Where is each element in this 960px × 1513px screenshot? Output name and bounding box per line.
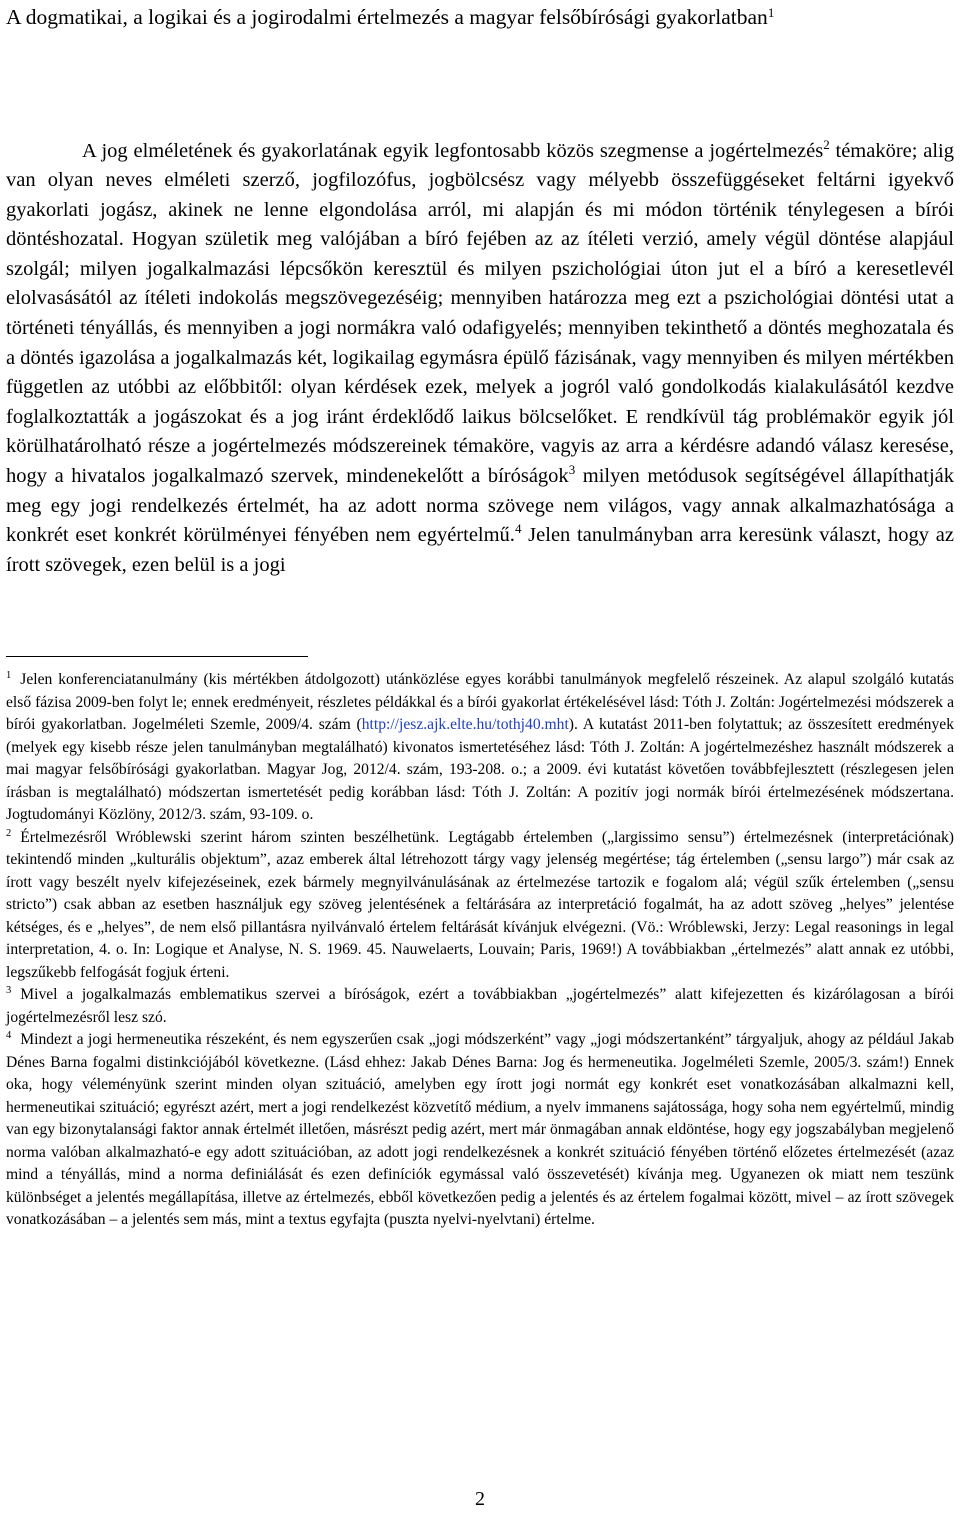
footnote-text: Mivel a jogalkalmazás emblematikus szervei a bíróságok, ezért a továbbiakban „jogértelmezés” alatt kifejezetten és kizárólagosan a bírói jogértelmezésről lesz szó.: [6, 986, 954, 1026]
body-paragraph: [6, 137, 954, 581]
footnote-1: [6, 669, 954, 827]
body-segment: Jelen tanulmányban arra keresünk választ, hogy az írott szövegek, ezen belül is a jogi: [6, 524, 954, 576]
body-segment: milyen metódusok segítségével állapíthatják meg egy jogi rendelkezés értelmét, ha az adott norma szövege nem világos, vagy annak alkalmazhatósága a konkrét eset konkrét körülményei fényében nem egyértelmű.: [6, 465, 954, 547]
footnote-separator: [6, 656, 308, 657]
footnote-number: 1: [6, 670, 12, 681]
footnotes: [6, 669, 954, 1232]
footnote-4: [6, 1029, 954, 1232]
body-segment: A jog elméletének és gyakorlatának egyik legfontosabb közös szegmense a jogértelmezés: [82, 139, 824, 162]
page-number: 2: [475, 1488, 485, 1510]
footnote-ref-4: 4: [514, 521, 522, 537]
footnote-text: Jelen konferenciatanulmány (kis mértékben átdolgozott) utánközlése egyes korábbi tanulmányok megfelelő részeinek. Az alapul szolgáló kutatás első fázisa 2009-ben folyt le; ennek eredményeit, részletes példákkal és a bírói gyakorlat értékelésével lásd: Tóth J. Zoltán: Jogértelmezési módszerek a bírói gyakorlatban. Jogelméleti Szemle, 2009/4. szám (: [6, 671, 954, 733]
footnote-number: 2: [6, 827, 12, 839]
footnote-text: Értelmezésről Wróblewski szerint három szinten beszélhetünk. Legtágabb értelemben („largissimo sensu”) értelmezésnek (interpretációnak) tekintendő minden „kulturális objektum”, azaz emberek által létrehozott tárgy vagy jelenség megértése; tág értelemben („sensu largo”) már csak az írott vagy beszélt nyelv kifejezéseinek, ezek bármely megnyilvánulásának az értelmezése tartozik e fogalom alá; végül szűk értelemben („sensu stricto”) csak abban az esetben használjuk egy szöveg jelentésének a feltárására az interpretáció fogalmát, ha az adott szöveg „helyes” jelentése kétséges, és e „helyes”, de nem első pillantásra nyilvánvaló értelem feltárását kívánjuk elvégezni. (Vö.: Wróblewski, Jerzy: Legal reasonings in legal interpretation, 4. o. In: Logique et Analyse, N. S. 1969. 45. Nauwelaerts, Louvain; Paris, 1969!) A továbbiakban „értelmezés” alatt annak ez utóbbi, legszűkebb felfogását fogjuk érteni.: [6, 828, 954, 981]
title-footnote-ref: 1: [767, 5, 775, 20]
body-segment: témaköre; alig van olyan neves elméleti szerző, jogfilozófus, jogbölcsész vagy mélyebb összefüggéseket feltárni igyekvő gyakorlati jogász, akinek ne lenne elgondolása arról, mi alapján és mi módon történik ténylegesen a bírói döntéshozatal. Hogyan születik meg valójában a bíró fejében az az ítéleti verzió, amely végül döntése alapjául szolgál; milyen jogalkalmazási lépcsőkön keresztül és milyen pszichológiai úton jut el a bíró a keresetlevél elolvasásától az ítéleti indokolás megszövegezéséig; mennyiben határozza meg ezt a pszichológiai döntési utat a történeti tényállás, és mennyiben a jogi normákra való odafigyelés; mennyiben tekinthető a döntés meghozatala és a döntés igazolása a jogalkalmazás két, logikailag egymásra épülő fázisának, vagy mennyiben és milyen mértékben független az utóbbi az előbbitől: olyan kérdések ezek, melyek a jogról való gondolkodás kialakulásától kezdve foglalkoztatták a jogászokat és a jog iránt érdeklődő laikus bölcselőket. E rendkívül tág problémakör egyik jól körülhatárolható része a jogértelmezés módszereinek témaköre, vagyis az arra a kérdésre adandó válasz keresése, hogy a hivatalos jogalkalmazó szervek, mindenekelőtt a bíróságok: [6, 139, 955, 488]
footnote-3: [6, 984, 954, 1029]
paper-title: [6, 4, 956, 30]
footnote-number: 3: [6, 985, 12, 996]
footnote-2: [6, 827, 954, 985]
footnote-text: Mindezt a jogi hermeneutika részeként, és nem egyszerűen csak „jogi módszerként” vagy „jogi módszertanként” tárgyaljuk, ahogy az például Jakab Dénes Barna fogalmi distinkciójából következne. (Lásd ehhez: Jakab Dénes Barna: Jog és hermeneutika. Jogelméleti Szemle, 2005/3. szám!) Ennek oka, hogy véleményünk szerint minden olyan szituáció, amelyben egy írott jogi normát egy konkrét eset vonatkozásában alkalmazni kell, hermeneutikai szituáció; egyrészt azért, mert a jogi rendelkezést közvetítő médium, a nyelv immanens sajátossága, hogy soha nem egyértelmű, mindig van egy bizonytalansági faktor annak értelmét illetően, másrészt pedig azért, mert már önmagában annak eldöntése, hogy egy jogszabályban megjelenő norma valóban alkalmazható-e egy adott szituációban, az adott jogi rendelkezésnek a konkrét szituáció fényében történő előzetes értelmezését (azaz mind a tényállás, mind a norma definiálását és ezen definíciók egymással való összevetését) kívánja meg. Ugyanezen ok miatt nem teszünk különbséget a jelentés megállapítása, illetve az értelmezés, ebből következően pedig a jelentés és az értelem fogalmai között, mivel – az írott szövegek vonatkozásában – a jelentés sem más, mint a textus egyfajta (puszta nyelvi-nyelvtani) értelme.: [6, 1031, 954, 1228]
title-text: A dogmatikai, a logikai és a jogirodalmi értelmezés a magyar felsőbírósági gyakorlatban: [6, 5, 768, 29]
footnote-text: ). A kutatást 2011-ben folytattuk; az összesített eredmények (melyek egy kisebb része jelen tanulmányban megtalálható) kivonatos ismertetéséhez lásd: Tóth J. Zoltán: A jogértelmezéshez használt módszerek a mai magyar felsőbírósági gyakorlatban. Magyar Jog, 2012/4. szám, 193-208. o.; a 2009. évi kutatást követően továbbfejlesztett (részlegesen jelen írásban is megtalálható) módszertan ismertetését pedig korábban lásd: Tóth J. Zoltán: A pozitív jogi normák bírói értelmezésének módszertana. Jogtudományi Közlöny, 2012/3. szám, 93-109. o.: [6, 716, 954, 823]
footnote-link[interactable]: http://jesz.ajk.elte.hu/tothj40.mht: [361, 716, 569, 733]
footnote-ref-2: 2: [823, 136, 830, 152]
footnote-ref-3: 3: [568, 462, 576, 478]
footnote-number: 4: [6, 1030, 12, 1041]
